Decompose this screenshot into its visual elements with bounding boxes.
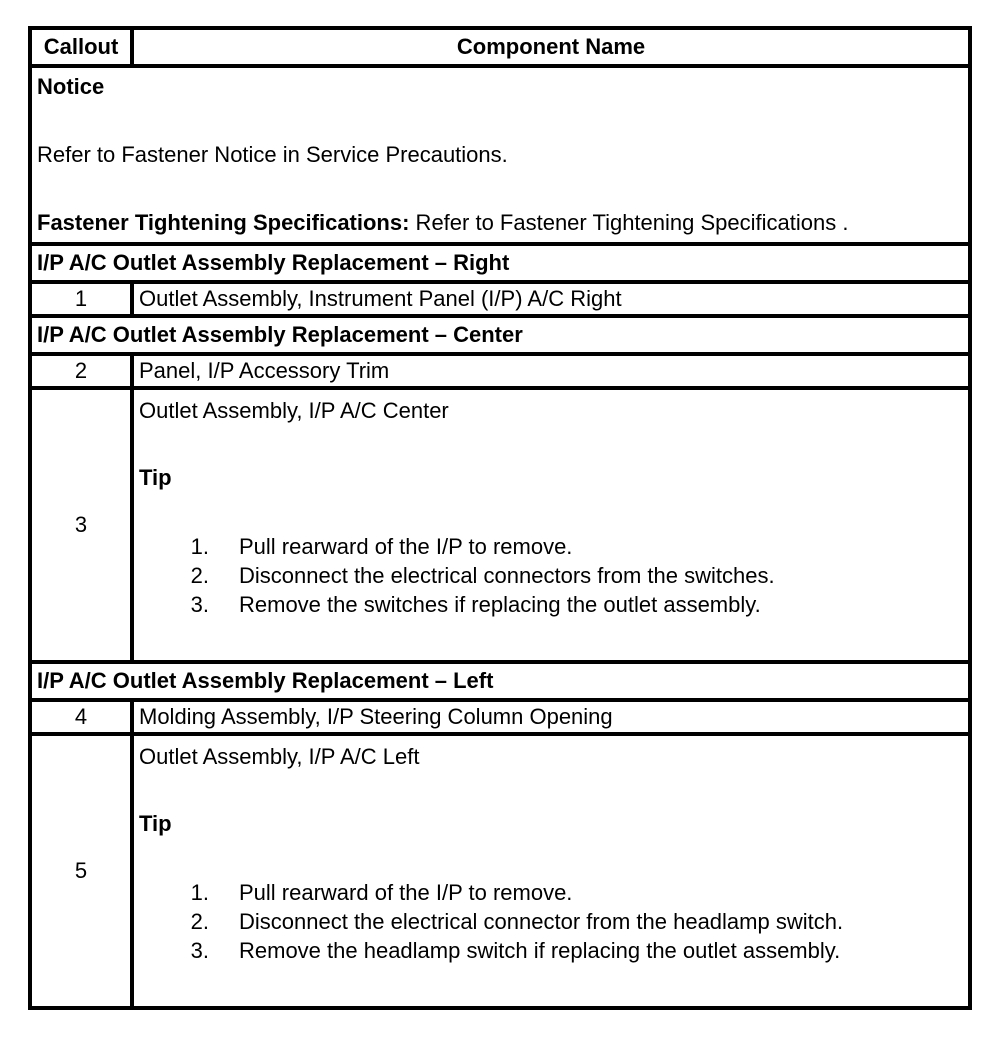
step-text: Remove the switches if replacing the outlet assembly. [239,592,761,617]
section-title-right: I/P A/C Outlet Assembly Replacement – Right [30,244,970,282]
notice-text: Refer to Fastener Notice in Service Precautions. [37,142,508,167]
step-number: 1. [190,880,209,905]
section-title-center: I/P A/C Outlet Assembly Replacement – Center [30,316,970,354]
step-number: 2. [190,909,209,934]
component-name-cell: Outlet Assembly, Instrument Panel (I/P) A/C Right [132,282,970,316]
section-title-left: I/P A/C Outlet Assembly Replacement – Left [30,662,970,700]
fastener-spec-text: Refer to Fastener Tightening Specifications . [409,210,849,235]
step-text: Remove the headlamp switch if replacing the outlet assembly. [239,938,841,963]
list-item [139,561,963,590]
component-name-column-header: Component Name [132,28,970,66]
component-name: Outlet Assembly, I/P A/C Left [139,744,420,769]
table-row [30,734,970,1008]
notice-cell [30,66,970,244]
component-name-cell [132,734,970,1008]
step-number: 3. [190,938,209,963]
table-header-row [30,28,970,66]
tip-title: Tip [139,811,172,836]
section-header-row [30,244,970,282]
list-item [139,907,963,936]
step-text: Disconnect the electrical connector from the headlamp switch. [239,909,844,934]
callout-cell: 4 [30,700,132,734]
section-header-row [30,316,970,354]
tip-steps-list [139,878,963,965]
callout-column-header: Callout [30,28,132,66]
table-row [30,700,970,734]
section-header-row [30,662,970,700]
notice-title: Notice [37,74,105,99]
list-item [139,590,963,619]
step-number: 1. [190,534,209,559]
table-row [30,282,970,316]
callout-cell: 2 [30,354,132,388]
list-item [139,936,963,965]
step-number: 2. [190,563,209,588]
notice-row [30,66,970,244]
fastener-spec-line [37,210,963,236]
component-name: Outlet Assembly, I/P A/C Center [139,398,449,423]
component-name-cell [132,388,970,662]
component-name-cell: Molding Assembly, I/P Steering Column Opening [132,700,970,734]
step-number: 3. [190,592,209,617]
table-row [30,388,970,662]
list-item [139,878,963,907]
callout-cell: 3 [30,388,132,662]
tip-title: Tip [139,465,172,490]
step-text: Disconnect the electrical connectors from the switches. [239,563,775,588]
tip-steps-list [139,532,963,619]
list-item [139,532,963,561]
step-text: Pull rearward of the I/P to remove. [239,880,573,905]
table-row [30,354,970,388]
fastener-spec-label: Fastener Tightening Specifications: [37,210,410,235]
callout-cell: 1 [30,282,132,316]
component-table [28,26,972,1010]
step-text: Pull rearward of the I/P to remove. [239,534,573,559]
callout-cell: 5 [30,734,132,1008]
component-name-cell: Panel, I/P Accessory Trim [132,354,970,388]
